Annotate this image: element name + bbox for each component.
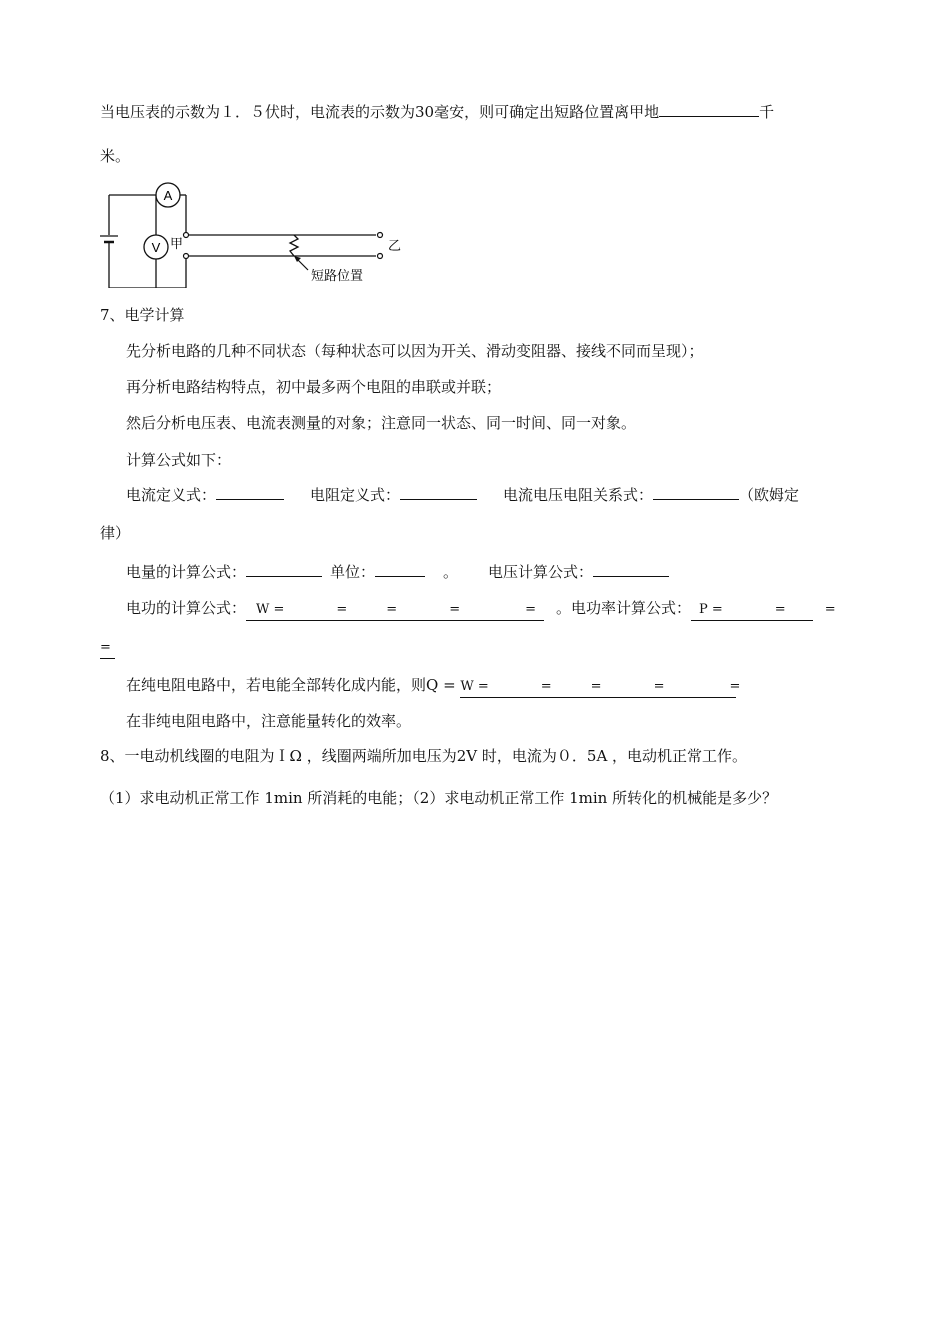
circuit-diagram [96, 178, 406, 288]
q6-line2: 米。 [100, 147, 131, 165]
unit-blank[interactable] [375, 562, 425, 577]
q6-line1 [100, 102, 774, 122]
arrow-icon [294, 256, 308, 270]
pure-formula: W = = = = = [460, 679, 741, 694]
power-formula-blank[interactable] [691, 600, 836, 621]
current-def-label: 电流定义式： [126, 486, 217, 504]
q8-line1: 8、一电动机线圈的电阻为ＩΩ ，线圈两端所加电压为2V 时，电流为０．5A ，电动机正常工作。 [100, 747, 748, 765]
pure-formula-blank[interactable] [460, 677, 741, 698]
charge-label: 电量的计算公式： [126, 563, 247, 581]
current-def-blank[interactable] [216, 485, 284, 500]
short-label: 短路位置 [311, 269, 364, 284]
non-pure-row: 在非纯电阻电路中，注意能量转化的效率。 [126, 712, 412, 730]
ammeter-label: A [163, 188, 173, 203]
pure-label: 在纯电阻电路中，若电能全部转化成内能，则Q = [126, 676, 461, 694]
ohm-rel-blank[interactable] [653, 485, 739, 500]
label-yi: 乙 [388, 239, 402, 254]
voltmeter-label: V [151, 240, 161, 255]
q7-title: 7、电学计算 [100, 306, 185, 324]
period: 。 [443, 563, 459, 581]
power-formula: P = = = [699, 602, 836, 617]
ammeter-icon [156, 183, 180, 207]
formula-row-1 [126, 485, 799, 505]
power-label: 。电功率计算公式： [556, 599, 692, 617]
q7-p1: 先分析电路的几种不同状态（每种状态可以因为开关、滑动变阻器、接线不同而呈现）； [126, 342, 704, 360]
power-tail-blank[interactable]: = [100, 638, 115, 659]
q6-text-end: 千 [759, 103, 775, 121]
resistance-def-label: 电阻定义式： [310, 486, 401, 504]
work-label: 电功的计算公式： [126, 599, 247, 617]
answer-blank[interactable] [659, 102, 759, 117]
q7-p2: 再分析电路结构特点，初中最多两个电阻的串联或并联； [126, 378, 502, 396]
ohm-note-2: 律） [100, 524, 131, 542]
pure-resistance-row [126, 675, 741, 698]
voltmeter-icon [144, 235, 168, 259]
charge-blank[interactable] [246, 562, 322, 577]
q7-p3: 然后分析电压表、电流表测量的对象；注意同一状态、同一时间、同一对象。 [126, 414, 637, 432]
work-formula-blank[interactable] [246, 600, 544, 621]
voltage-label: 电压计算公式： [488, 563, 594, 581]
formula-row-2 [126, 562, 669, 582]
ohm-note: （欧姆定 [739, 486, 800, 504]
q8-line2: （1）求电动机正常工作 1min 所消耗的电能；（2）求电动机正常工作 1min 所转化的机械能是多少？ [100, 789, 778, 807]
work-formula: W = = = = = [256, 602, 536, 617]
voltage-blank[interactable] [593, 562, 669, 577]
resistance-def-blank[interactable] [400, 485, 477, 500]
power-tail [100, 638, 115, 659]
q6-text: 当电压表的示数为１．５伏时，电流表的示数为30毫安，则可确定出短路位置离甲地 [100, 103, 660, 121]
formula-row-3 [126, 598, 836, 621]
ohm-rel-label: 电流电压电阻关系式： [503, 486, 654, 504]
label-jia: 甲 [170, 237, 184, 252]
battery-icon [100, 235, 118, 243]
unit-label: 单位： [330, 563, 376, 581]
q7-p4: 计算公式如下： [126, 451, 232, 469]
